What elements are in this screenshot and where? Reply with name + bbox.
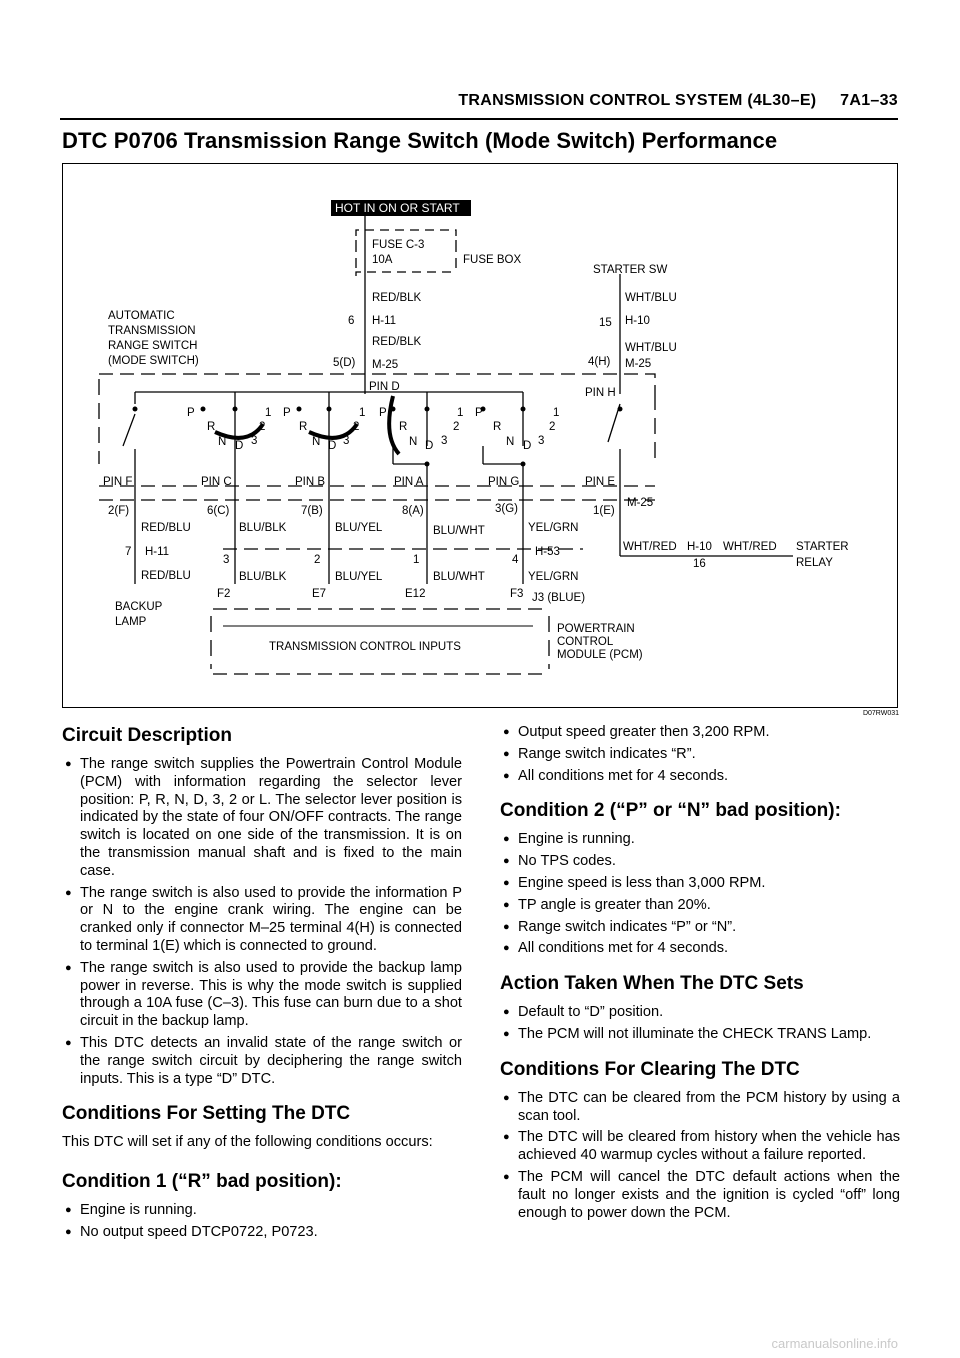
svg-text:RED/BLK: RED/BLK: [372, 336, 422, 348]
svg-text:P: P: [475, 407, 483, 419]
svg-text:LAMP: LAMP: [115, 616, 147, 628]
wiring-svg: [63, 164, 899, 709]
svg-text:PIN C: PIN C: [201, 476, 232, 488]
svg-text:STARTER: STARTER: [796, 541, 849, 553]
svg-text:3: 3: [223, 554, 230, 566]
diagram-code: D07RW031: [862, 710, 899, 717]
svg-text:P: P: [283, 407, 291, 419]
svg-text:RED/BLU: RED/BLU: [141, 522, 191, 534]
svg-text:1: 1: [553, 407, 560, 419]
svg-text:MODULE (PCM): MODULE (PCM): [557, 649, 643, 661]
setting-text: This DTC will set if any of the following conditions occurs:: [62, 1134, 433, 1151]
svg-text:M-25: M-25: [372, 359, 399, 371]
svg-text:P: P: [187, 407, 195, 419]
svg-text:D: D: [235, 440, 244, 452]
svg-text:YEL/GRN: YEL/GRN: [528, 571, 579, 583]
list-item: ● Engine is running.: [500, 831, 900, 849]
svg-text:WHT/RED: WHT/RED: [623, 541, 677, 553]
svg-text:RED/BLU: RED/BLU: [141, 570, 191, 582]
svg-text:7(B): 7(B): [301, 505, 323, 517]
svg-text:3: 3: [441, 435, 448, 447]
svg-text:BLU/WHT: BLU/WHT: [433, 571, 485, 583]
svg-text:N: N: [218, 436, 227, 448]
svg-text:N: N: [409, 436, 418, 448]
list-item: ● Engine speed is less than 3,000 RPM.: [500, 875, 900, 893]
page-header: [60, 88, 898, 120]
svg-text:3(G): 3(G): [495, 503, 518, 515]
svg-text:RELAY: RELAY: [796, 557, 833, 569]
svg-text:15: 15: [599, 317, 612, 329]
svg-text:BACKUP: BACKUP: [115, 601, 163, 613]
svg-text:1: 1: [413, 554, 420, 566]
svg-text:YEL/GRN: YEL/GRN: [528, 522, 579, 534]
list-item: ● The PCM will not illuminate the CHECK TRANS Lamp.: [500, 1026, 900, 1044]
list-item: ● The DTC can be cleared from the PCM history by using a scan tool.: [500, 1090, 900, 1126]
svg-text:D: D: [328, 440, 337, 452]
svg-text:1(E): 1(E): [593, 505, 615, 517]
svg-text:16: 16: [693, 558, 706, 570]
list-item: ● No output speed DTCP0722, P0723.: [62, 1224, 462, 1242]
svg-text:2: 2: [549, 421, 556, 433]
fuse-amps: 10A: [372, 254, 393, 266]
wiring-diagram: [62, 163, 898, 708]
atrs-line-1: AUTOMATIC: [108, 310, 175, 322]
svg-text:PIN E: PIN E: [585, 476, 616, 488]
svg-text:BLU/BLK: BLU/BLK: [239, 571, 287, 583]
svg-text:5(D): 5(D): [333, 357, 356, 369]
page-title: DTC P0706 Transmission Range Switch (Mode Switch) Performance: [62, 128, 778, 153]
svg-text:D: D: [425, 440, 434, 452]
svg-text:1: 1: [265, 407, 272, 419]
list-item: ● TP angle is greater than 20%.: [500, 897, 900, 915]
condition2-heading: Condition 2 (“P” or “N” bad position):: [500, 800, 841, 822]
svg-text:2: 2: [259, 421, 266, 433]
svg-text:R: R: [493, 421, 502, 433]
svg-text:E12: E12: [405, 588, 426, 600]
watermark: carmanualsonline.info: [771, 1336, 898, 1351]
hot-label: HOT IN ON OR START: [335, 201, 460, 215]
condition1-heading: Condition 1 (“R” bad position):: [62, 1171, 342, 1193]
svg-text:H-53: H-53: [535, 546, 560, 558]
svg-text:1: 1: [457, 407, 464, 419]
svg-text:7: 7: [125, 546, 132, 558]
svg-text:RED/BLK: RED/BLK: [372, 292, 422, 304]
svg-text:6: 6: [348, 315, 355, 327]
svg-text:PIN B: PIN B: [295, 476, 326, 488]
svg-text:6(C): 6(C): [207, 505, 230, 517]
svg-text:1: 1: [359, 407, 366, 419]
list-item: ● Engine is running.: [62, 1202, 462, 1220]
circuit-description-heading: Circuit Description: [62, 725, 232, 746]
svg-text:2: 2: [314, 554, 321, 566]
svg-text:WHT/RED: WHT/RED: [723, 541, 777, 553]
fuse-box-label: FUSE BOX: [463, 254, 522, 266]
svg-text:D: D: [523, 440, 532, 452]
svg-text:WHT/BLU: WHT/BLU: [625, 292, 677, 304]
svg-text:POWERTRAIN: POWERTRAIN: [557, 623, 635, 635]
svg-text:PIN F: PIN F: [103, 476, 133, 488]
svg-text:N: N: [312, 436, 321, 448]
list-item: ● The DTC will be cleared from history when the vehicle has achieved 40 warmup cycles without a failure reported.: [500, 1129, 900, 1165]
svg-text:R: R: [399, 421, 408, 433]
action-heading: Action Taken When The DTC Sets: [500, 973, 804, 995]
svg-text:3: 3: [251, 435, 258, 447]
svg-text:R: R: [207, 421, 216, 433]
atrs-line-4: (MODE SWITCH): [108, 355, 199, 367]
list-item: ● Range switch indicates “R”.: [500, 746, 900, 764]
svg-text:3: 3: [343, 435, 350, 447]
svg-text:H-10: H-10: [687, 541, 712, 553]
svg-text:4(H): 4(H): [588, 356, 611, 368]
svg-text:E7: E7: [312, 588, 327, 600]
svg-text:2(F): 2(F): [108, 505, 130, 517]
header-title: TRANSMISSION CONTROL SYSTEM (4L30–E) 7A1–33: [458, 92, 898, 109]
svg-text:3: 3: [538, 435, 545, 447]
svg-text:H-10: H-10: [625, 315, 650, 327]
right-column: [500, 724, 900, 1226]
list-item: ● This DTC detects an invalid state of the range switch or the range switch circuit by deciphering the range switch inputs. This is a type “D” DTC.: [62, 1035, 462, 1088]
svg-text:2: 2: [453, 421, 460, 433]
svg-text:BLU/YEL: BLU/YEL: [335, 522, 383, 534]
svg-text:M-25: M-25: [625, 358, 652, 370]
fuse-label: FUSE C-3: [372, 239, 425, 251]
svg-text:J3 (BLUE): J3 (BLUE): [532, 592, 586, 604]
svg-text:BLU/BLK: BLU/BLK: [239, 522, 287, 534]
list-item: ● All conditions met for 4 seconds.: [500, 768, 900, 786]
svg-text:M-25: M-25: [627, 497, 654, 509]
list-item: ● The range switch supplies the Powertrain Control Module (PCM) with information regarding the selector lever position: P, R, N, D, 3, 2 or L. The selector lever position is indicated by the state of four ON/OFF contracts. The range switch is located on one side of the transmission. It is on the transmission manual shaft and is fixed to the main case.: [62, 756, 462, 881]
list-item: ● Output speed greater then 3,200 RPM.: [500, 724, 900, 742]
svg-text:P: P: [379, 407, 387, 419]
circuit-list: [62, 756, 462, 1088]
svg-text:F3: F3: [510, 588, 524, 600]
svg-text:4: 4: [512, 554, 519, 566]
svg-text:8(A): 8(A): [402, 505, 424, 517]
list-item: ● All conditions met for 4 seconds.: [500, 940, 900, 958]
svg-text:BLU/WHT: BLU/WHT: [433, 525, 485, 537]
svg-text:PIN H: PIN H: [585, 387, 616, 399]
list-item: ● No TPS codes.: [500, 853, 900, 871]
list-item: ● The range switch is also used to provide the backup lamp power in reverse. This is why the mode switch is supplied through a 10A fuse (C–3). This fuse can burn due to a shot circuit in the backup lamp.: [62, 960, 462, 1031]
list-item: ● Default to “D” position.: [500, 1004, 900, 1022]
svg-text:WHT/BLU: WHT/BLU: [625, 342, 677, 354]
list-item: ● The PCM will cancel the DTC default actions when the fault no longer exists and the ignition is cycled “off” long enough to power down the PCM.: [500, 1169, 900, 1222]
svg-text:PIN G: PIN G: [488, 476, 520, 488]
svg-text:CONTROL: CONTROL: [557, 636, 614, 648]
svg-text:PIN A: PIN A: [394, 476, 424, 488]
list-item: ● Range switch indicates “P” or “N”.: [500, 919, 900, 937]
svg-text:BLU/YEL: BLU/YEL: [335, 571, 383, 583]
atrs-line-3: RANGE SWITCH: [108, 340, 198, 352]
svg-text:H-11: H-11: [145, 546, 170, 558]
svg-text:2: 2: [353, 421, 360, 433]
svg-text:N: N: [506, 436, 515, 448]
starter-sw-label: STARTER SW: [593, 264, 668, 276]
svg-text:F2: F2: [217, 588, 231, 600]
left-column: [62, 724, 462, 1246]
svg-text:H-11: H-11: [372, 315, 397, 327]
atrs-line-2: TRANSMISSION: [108, 325, 196, 337]
list-item: ● The range switch is also used to provide the information P or N to the engine crank wiring. The engine can be cranked only if connector M–25 terminal 4(H) is connected to terminal 1(E) which is connected to ground.: [62, 885, 462, 956]
svg-text:TRANSMISSION CONTROL INPUTS: TRANSMISSION CONTROL INPUTS: [269, 641, 461, 653]
svg-text:PIN D: PIN D: [369, 381, 400, 393]
svg-text:R: R: [299, 421, 308, 433]
clearing-heading: Conditions For Clearing The DTC: [500, 1058, 800, 1080]
setting-heading: Conditions For Setting The DTC: [62, 1103, 351, 1125]
